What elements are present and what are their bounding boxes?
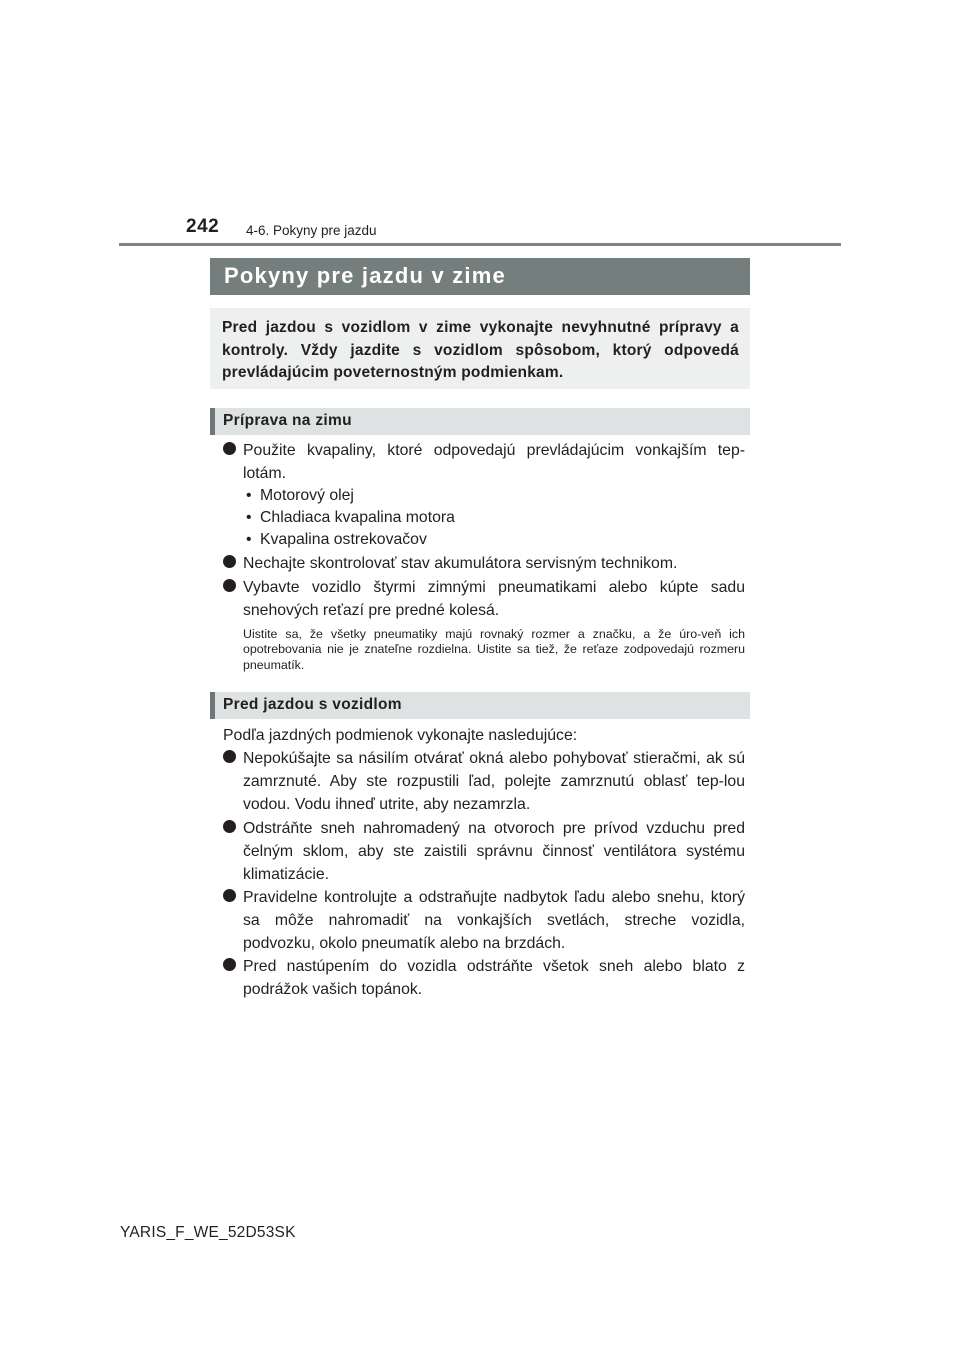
bullet-icon	[223, 958, 236, 971]
section-heading-label: Príprava na zimu	[223, 412, 352, 429]
list-item-text: Pravidelne kontrolujte a odstraňujte nadbytok ľadu alebo snehu, ktorý sa môže nahromadiť na vonkajších svetlách, streche vozidla, podvozku, okolo pneumatík alebo na brzdách.	[243, 889, 745, 952]
section-heading-winter-prep	[210, 408, 750, 435]
small-bullet-icon: •	[246, 509, 252, 526]
note-text: Uistite sa, že všetky pneumatiky majú rovnaký rozmer a značku, a že úro-veň ich opotrebovania nie je znateľne rozdielna. Uistite sa tiež, že reťaze zodpovedajú rozmeru pneumatík.	[243, 627, 745, 672]
sub-list-item	[246, 507, 455, 529]
list-item-text: Odstráňte sneh nahromadený na otvoroch pre prívod vzduchu pred čelným sklom, aby ste zaistili správnu činnosť ventilátora systému klimatizácie.	[243, 820, 745, 883]
sub-list-item	[246, 485, 354, 507]
sub-list-item-text: Kvapalina ostrekovačov	[260, 531, 427, 548]
page-title-bar	[210, 258, 750, 295]
lead-text: Podľa jazdných podmienok vykonajte nasledujúce:	[223, 727, 578, 744]
bullet-icon	[223, 889, 236, 902]
list-item-text: Vybavte vozidlo štyrmi zimnými pneumatikami alebo kúpte sadu snehových reťazí pre predné kolesá.	[243, 579, 745, 619]
section-heading-label: Pred jazdou s vozidlom	[223, 696, 402, 713]
section-heading-before-driving	[210, 692, 750, 719]
bullet-icon	[223, 442, 236, 455]
intro-box	[210, 308, 750, 389]
list-item	[223, 817, 745, 886]
section-reference: 4-6. Pokyny pre jazdu	[246, 223, 377, 238]
list-item	[223, 886, 745, 955]
bullet-icon	[223, 750, 236, 763]
bullet-icon	[223, 579, 236, 592]
list-item-text: Nepokúšajte sa násilím otvárať okná alebo pohybovať stieračmi, ak sú zamrznuté. Aby ste rozpustili ľad, polejte zamrznutú oblasť tep-lou vodou. Vodu ihneď utrite, aby nezamrzla.	[243, 750, 745, 813]
list-item-text: Pred nastúpením do vozidla odstráňte všetok sneh alebo blato z podrážok vašich topánok.	[243, 958, 745, 998]
list-item	[223, 576, 745, 622]
small-bullet-icon: •	[246, 531, 252, 548]
page-title: Pokyny pre jazdu v zime	[224, 263, 506, 288]
list-item	[223, 747, 745, 816]
bullet-icon	[223, 555, 236, 568]
small-bullet-icon: •	[246, 487, 252, 504]
header-divider	[119, 243, 841, 246]
page-number: 242	[186, 216, 220, 237]
document-code: YARIS_F_WE_52D53SK	[120, 1224, 296, 1241]
list-item-text: Nechajte skontrolovať stav akumulátora servisným technikom.	[243, 555, 678, 572]
bullet-icon	[223, 820, 236, 833]
sub-list-item-text: Chladiaca kvapalina motora	[260, 509, 455, 526]
sub-list-item-text: Motorový olej	[260, 487, 354, 504]
list-item	[223, 439, 745, 485]
list-item	[223, 955, 745, 1001]
list-item	[223, 552, 745, 575]
sub-list-item	[246, 529, 427, 551]
intro-text: Pred jazdou s vozidlom v zime vykonajte nevyhnutné prípravy a kontroly. Vždy jazdite s vozidlom spôsobom, ktorý odpovedá prevládajúcim poveternostným podmienkam.	[222, 319, 739, 381]
list-item-text: Použite kvapaliny, ktoré odpovedajú prevládajúcim vonkajším tep-lotám.	[243, 442, 745, 482]
